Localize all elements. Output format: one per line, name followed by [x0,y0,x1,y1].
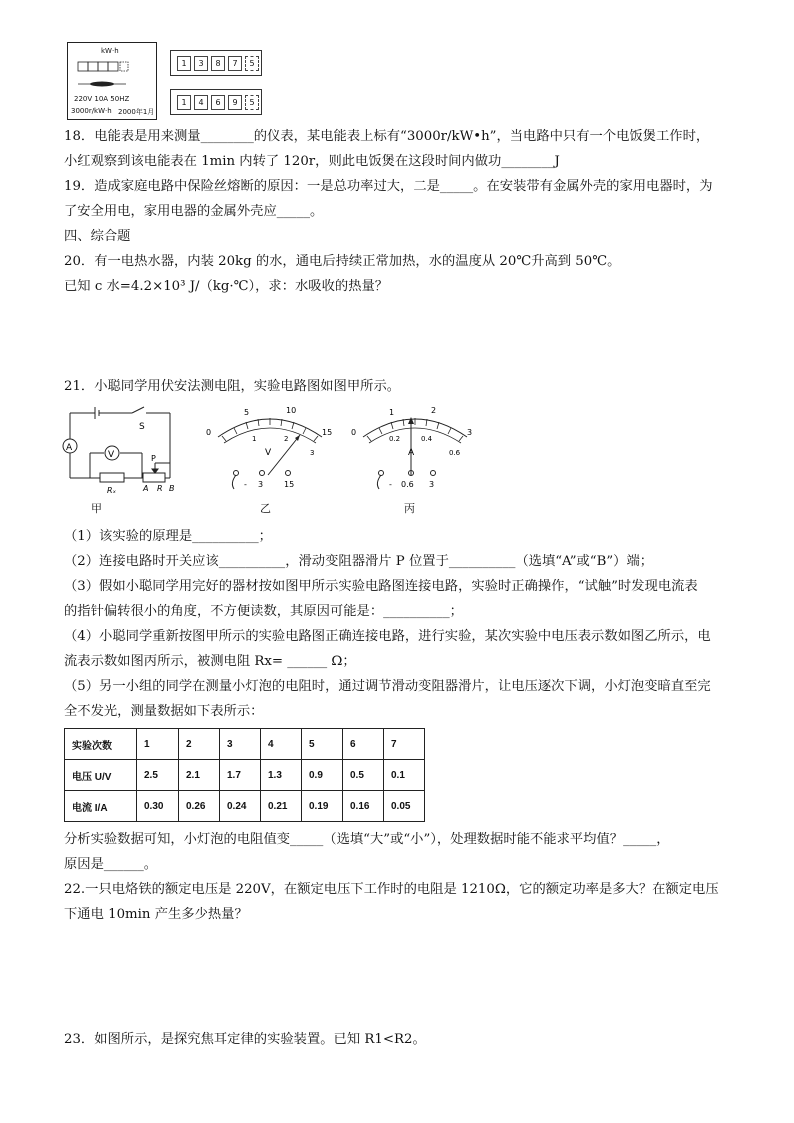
table-cell: 0.24 [220,791,261,822]
q21-part1: （1）该实验的原理是__________； [64,529,272,544]
q21-part5-line1: （5）另一小组的同学在测量小灯泡的电阻时，通过调节滑动变阻器滑片，让电压逐次下调，小灯泡变暗直至完 [64,679,711,694]
energy-meter-figure [67,42,157,120]
q21-intro: 21．小聪同学用伏安法测电阻，实验电路图如图甲所示。 [64,379,401,394]
q20-line1: 20．有一电热水器，内装 20kg 的水，通电后持续正常加热，水的温度从 20℃升高到 50℃。 [64,254,621,269]
digit: 4 [194,95,208,110]
table-row [65,760,425,791]
digit: 8 [211,56,225,71]
meter-rating: 3000r/kW·h [71,107,112,115]
table-cell: 2.1 [179,760,220,791]
scale-label: 0 [206,428,212,437]
switch-label: S [139,422,145,432]
table-cell: 电压 U/V [65,760,137,791]
digit: 5 [245,95,259,110]
q21-part5-line2: 全不发光，测量数据如下表所示： [64,704,264,719]
voltmeter-dial [200,403,340,493]
figure-caption-yi: 乙 [260,502,271,515]
table-cell: 4 [261,729,302,760]
digit: 1 [177,95,191,110]
table-cell: 实验次数 [65,729,137,760]
scale-label: 10 [286,406,297,415]
figure-caption-bing: 丙 [404,502,415,515]
digit: 3 [194,56,208,71]
scale-label: 1 [389,408,395,417]
q21-part4-line1: （4）小聪同学重新按图甲所示的实验电路图正确连接电路，进行实验，某次实验中电压表示数如图乙所示，电 [64,629,711,644]
scale-label: 0.6 [449,449,461,457]
q20-line2: 已知 c 水=4.2×10³ J/（kg·℃），求：水吸收的热量？ [64,279,389,294]
table-cell: 0.16 [343,791,384,822]
scale-label: 1 [252,435,257,443]
meter-dial-drawing [76,59,146,93]
terminal-a-label: A [143,484,149,493]
table-cell: 0.9 [302,760,343,791]
voltmeter-label: V [108,450,115,460]
table-cell: 电流 I/A [65,791,137,822]
rheostat-r-label: R [157,484,163,493]
table-cell: 0.19 [302,791,343,822]
terminal-label: 15 [284,480,295,489]
figure-caption-jia: 甲 [91,502,102,515]
table-cell: 6 [343,729,384,760]
table-row [65,729,425,760]
meter-spec: 220V 10A 50HZ [74,95,130,103]
q22-line2: 下通电 10min 产生多少热量？ [64,907,248,922]
terminal-label: 3 [429,480,435,489]
slider-label: P [151,454,156,463]
digit: 7 [228,56,242,71]
meter-date: 2000年1月 [118,108,155,116]
table-cell: 0.21 [261,791,302,822]
rx-label: Rₓ [107,486,117,495]
scale-label: 3 [310,449,315,457]
ammeter-label: A [66,443,73,453]
table-cell: 5 [302,729,343,760]
table-cell: 0.5 [343,760,384,791]
table-cell: 0.05 [384,791,425,822]
table-cell: 7 [384,729,425,760]
q22-line1: 22.一只电烙铁的额定电压是 220V，在额定电压下工作时的电阻是 1210Ω，它的额定功率是多大？在额定电压 [64,882,719,897]
table-cell: 1 [137,729,179,760]
scale-label: 0 [351,428,357,437]
q21-part2: （2）连接电路时开关应该__________，滑动变阻器滑片 P 位置于__________（选填“A”或“B”）端； [64,554,654,569]
meter-reading-bottom [170,89,262,115]
table-row [65,791,425,822]
q19-line2: 了安全用电，家用电器的金属外壳应_____。 [64,204,324,219]
table-cell: 1.7 [220,760,261,791]
q23-text: 23．如图所示，是探究焦耳定律的实验装置。已知 R1<R2。 [64,1032,426,1047]
table-cell: 0.26 [179,791,220,822]
q21-part3-line1: （3）假如小聪同学用完好的器材按如图甲所示实验电路图连接电路，实验时正确操作，“试触”时发现电流表 [64,579,698,594]
terminal-label: - [244,480,247,489]
digit: 1 [177,56,191,71]
table-cell: 0.30 [137,791,179,822]
table-cell: 2 [179,729,220,760]
section-heading: 四、综合题 [64,229,131,244]
table-cell: 1.3 [261,760,302,791]
q18-line1: 18．电能表是用来测量________的仪表，某电能表上标有“3000r/kW•h”，当电路中只有一个电饭煲工作时， [64,129,710,144]
q21-part3-line2: 的指针偏转很小的角度，不方便读数，其原因可能是：__________； [64,604,463,619]
circuit-diagram [60,403,185,495]
table-cell: 0.1 [384,760,425,791]
q21-part4-line2: 流表示数如图丙所示，被测电阻 Rx= ______ Ω； [64,654,356,669]
meter-unit: kW·h [101,47,119,55]
terminal-label: - [389,480,392,489]
scale-label: 3 [467,428,473,437]
scale-label: 2 [431,406,437,415]
terminal-b-label: B [169,484,175,493]
dial-symbol: A [408,448,415,458]
ammeter-dial [345,403,485,493]
table-cell: 2.5 [137,760,179,791]
dial-symbol: V [265,448,272,458]
measurement-table [64,728,425,822]
scale-label: 2 [284,435,289,443]
digit: 9 [228,95,242,110]
scale-label: 15 [322,428,333,437]
scale-label: 5 [244,408,250,417]
q19-line1: 19．造成家庭电路中保险丝熔断的原因：一是总功率过大，二是_____。在安装带有金属外壳的家用电器时，为 [64,179,713,194]
terminal-label: 3 [258,480,264,489]
table-cell: 3 [220,729,261,760]
scale-label: 0.2 [389,435,401,443]
digit: 6 [211,95,225,110]
q18-line2: 小红观察到该电能表在 1min 内转了 120r，则此电饭煲在这段时间内做功________J [64,154,560,169]
meter-reading-top [170,50,262,76]
terminal-label: 0.6 [401,480,414,489]
q21-part6-line1: 分析实验数据可知，小灯泡的电阻值变_____（选填“大”或“小”），处理数据时能不能求平均值？_____， [64,832,670,847]
scale-label: 0.4 [421,435,433,443]
digit: 5 [245,56,259,71]
q21-part6-line2: 原因是______。 [64,857,158,872]
